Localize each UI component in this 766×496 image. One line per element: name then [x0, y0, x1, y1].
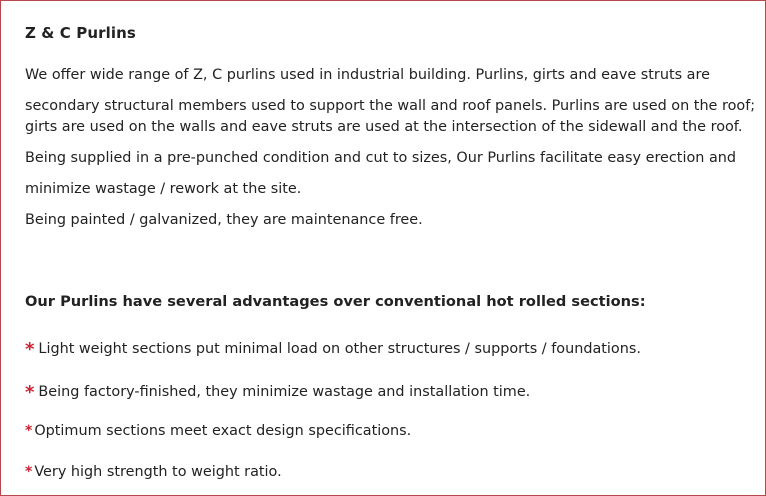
bullet-star-icon: *: [25, 382, 35, 403]
advantage-text: Optimum sections meet exact design specifications.: [34, 423, 412, 439]
intro-line: Being supplied in a pre-punched condition and cut to sizes, Our Purlins facilitate easy erection and: [25, 150, 737, 166]
bullet-star-icon: *: [25, 339, 35, 360]
bullet-star-icon: *: [25, 423, 33, 439]
advantage-text: Being factory-finished, they minimize wastage and installation time.: [38, 384, 531, 400]
advantage-item: [25, 337, 641, 358]
advantages-heading: Our Purlins have several advantages over conventional hot rolled sections:: [25, 293, 646, 310]
advantage-text: Very high strength to weight ratio.: [34, 464, 282, 480]
intro-line: We offer wide range of Z, C purlins used in industrial building. Purlins, girts and eave struts are: [25, 67, 710, 83]
intro-line: secondary structural members used to support the wall and roof panels. Purlins are used on the roof;: [25, 98, 756, 114]
advantage-item: [25, 464, 282, 480]
intro-line: Being painted / galvanized, they are maintenance free.: [25, 212, 423, 228]
advantage-text: Light weight sections put minimal load on other structures / supports / foundations.: [38, 341, 641, 357]
intro-line: minimize wastage / rework at the site.: [25, 181, 302, 197]
advantage-item: [25, 380, 530, 401]
bullet-star-icon: *: [25, 464, 33, 480]
advantage-item: [25, 423, 411, 439]
section-title: Z & C Purlins: [25, 24, 136, 42]
intro-line: girts are used on the walls and eave struts are used at the intersection of the sidewall and the roof.: [25, 119, 743, 135]
